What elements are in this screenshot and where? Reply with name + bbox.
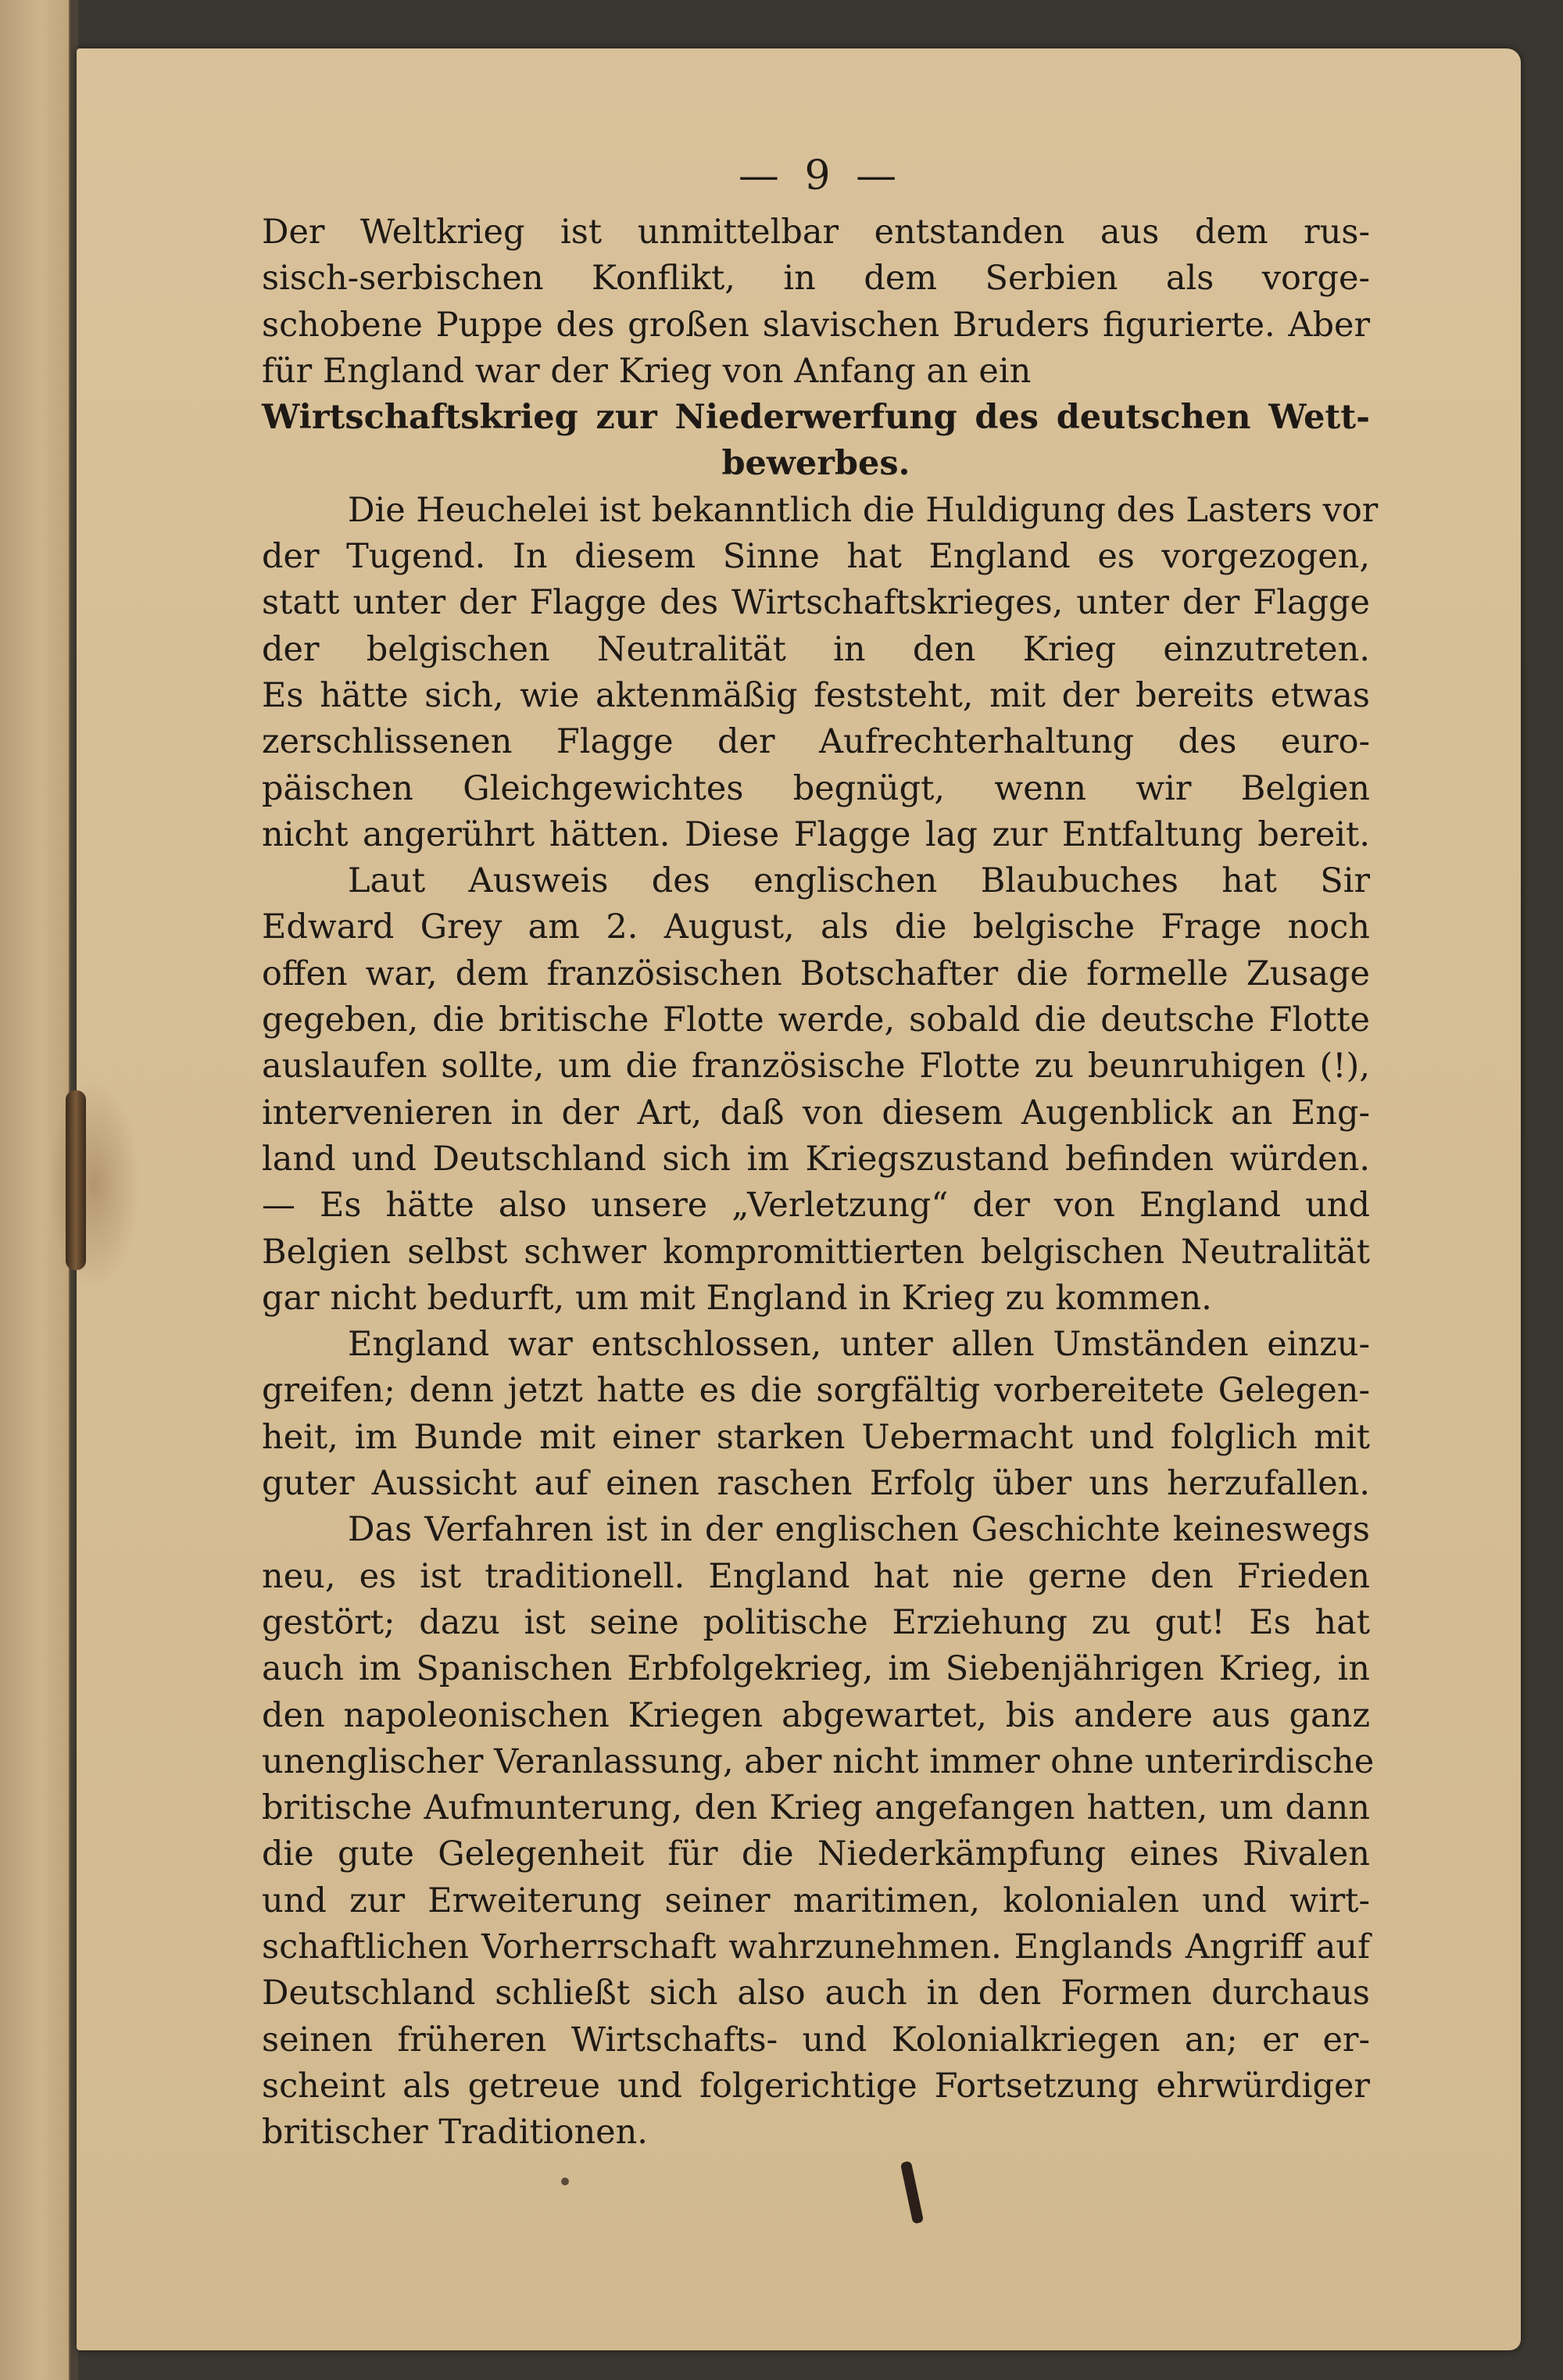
- text-line: und zur Erweiterung seiner maritimen, kolonialen und wirt-: [262, 1881, 1370, 1920]
- text-line: Belgien selbst schwer kompromittierten belgischen Neutralität: [262, 1232, 1370, 1272]
- text-line: britische Aufmunterung, den Krieg angefangen hatten, um dann: [262, 1788, 1370, 1828]
- text-line: zerschlissenen Flagge der Aufrechterhaltung des euro-: [262, 722, 1370, 762]
- text-line: die gute Gelegenheit für die Niederkämpfung eines Rivalen: [262, 1834, 1370, 1874]
- page-number: — 9 —: [738, 152, 903, 199]
- bold-line: Wirtschaftskrieg zur Niederwerfung des deutschen Wett-: [262, 398, 1370, 438]
- text-line: Es hätte sich, wie aktenmäßig feststeht, mit der bereits etwas: [262, 675, 1370, 715]
- text-line: intervenieren in der Art, daß von diesem Augenblick an Eng-: [262, 1093, 1370, 1133]
- text-line: guter Aussicht auf einen raschen Erfolg über uns herzufallen.: [262, 1464, 1370, 1504]
- text-line: unenglischer Veranlassung, aber nicht immer ohne unterirdische: [262, 1741, 1375, 1781]
- staple: [66, 1090, 86, 1270]
- paragraph-4: [262, 1322, 1370, 1507]
- text-line: britischer Traditionen.: [262, 2113, 648, 2153]
- text-line: der belgischen Neutralität in den Krieg einzutreten.: [262, 629, 1370, 669]
- text-line: nicht angerührt hätten. Diese Flagge lag zur Entfaltung bereit.: [262, 814, 1370, 854]
- bold-line: bewerbes.: [721, 444, 910, 484]
- text-line: gar nicht bedurft, um mit England in Krieg zu kommen.: [262, 1278, 1212, 1318]
- text-line: gestört; dazu ist seine politische Erziehung zu gut! Es hat: [262, 1602, 1370, 1642]
- text-line: seinen früheren Wirtschafts- und Kolonialkriegen an; er er-: [262, 2020, 1370, 2060]
- paragraph-heading: [262, 395, 1370, 488]
- text-line: — Es hätte also unsere „Verletzung“ der von England und: [262, 1186, 1370, 1226]
- body-text: [262, 209, 1379, 2156]
- text-line: greifen; denn jetzt hatte es die sorgfältig vorbereitete Gelegen-: [262, 1371, 1370, 1411]
- text-line: scheint als getreue und folgerichtige Fortsetzung ehrwürdiger: [262, 2066, 1370, 2106]
- text-line: schaftlichen Vorherrschaft wahrzunehmen. Englands Angriff auf: [262, 1927, 1370, 1967]
- text-line: neu, es ist traditionell. England hat nie gerne den Frieden: [262, 1556, 1370, 1596]
- text-line: England war entschlossen, unter allen Umständen einzu-: [348, 1325, 1370, 1365]
- text-line: für England war der Krieg von Anfang an ein: [262, 351, 1032, 391]
- rust-stain: [47, 1079, 141, 1290]
- text-line: Edward Grey am 2. August, als die belgische Frage noch: [262, 907, 1370, 947]
- text-line: Deutschland schließt sich also auch in den Formen durchaus: [262, 1974, 1370, 2013]
- paragraph-5: [262, 1507, 1375, 2156]
- text-line: statt unter der Flagge des Wirtschaftskrieges, unter der Flagge: [262, 583, 1370, 623]
- text-line: den napoleonischen Kriegen abgewartet, bis andere aus ganz: [262, 1695, 1370, 1735]
- text-line: gegeben, die britische Flotte werde, sobald die deutsche Flotte: [262, 1000, 1370, 1040]
- text-line: schobene Puppe des großen slavischen Bruders figurierte. Aber: [262, 305, 1370, 345]
- text-line: Die Heuchelei ist bekanntlich die Huldigung des Lasters vor: [348, 490, 1379, 530]
- text-line: sisch-serbischen Konflikt, in dem Serbien als vorge-: [262, 259, 1370, 299]
- text-line: Das Verfahren ist in der englischen Geschichte keineswegs: [348, 1510, 1370, 1550]
- paragraph-1: [262, 209, 1370, 395]
- text-line: Laut Ausweis des englischen Blaubuches hat Sir: [348, 861, 1370, 901]
- text-line: auch im Spanischen Erbfolgekrieg, im Siebenjährigen Krieg, in: [262, 1649, 1370, 1689]
- text-line: heit, im Bunde mit einer starken Uebermacht und folglich mit: [262, 1417, 1370, 1457]
- text-line: päischen Gleichgewichtes begnügt, wenn wir Belgien: [262, 768, 1370, 808]
- text-line: der Tugend. In diesem Sinne hat England es vorgezogen,: [262, 537, 1370, 577]
- paragraph-2: [262, 488, 1379, 858]
- ink-dot: [561, 2178, 569, 2185]
- paragraph-3: [262, 858, 1370, 1322]
- text-line: land und Deutschland sich im Kriegszustand befinden würden.: [262, 1139, 1370, 1179]
- text-line: auslaufen sollte, um die französische Flotte zu beunruhigen (!),: [262, 1047, 1370, 1086]
- text-line: offen war, dem französischen Botschafter die formelle Zusage: [262, 954, 1370, 993]
- text-line: Der Weltkrieg ist unmittelbar entstanden aus dem rus-: [262, 213, 1370, 252]
